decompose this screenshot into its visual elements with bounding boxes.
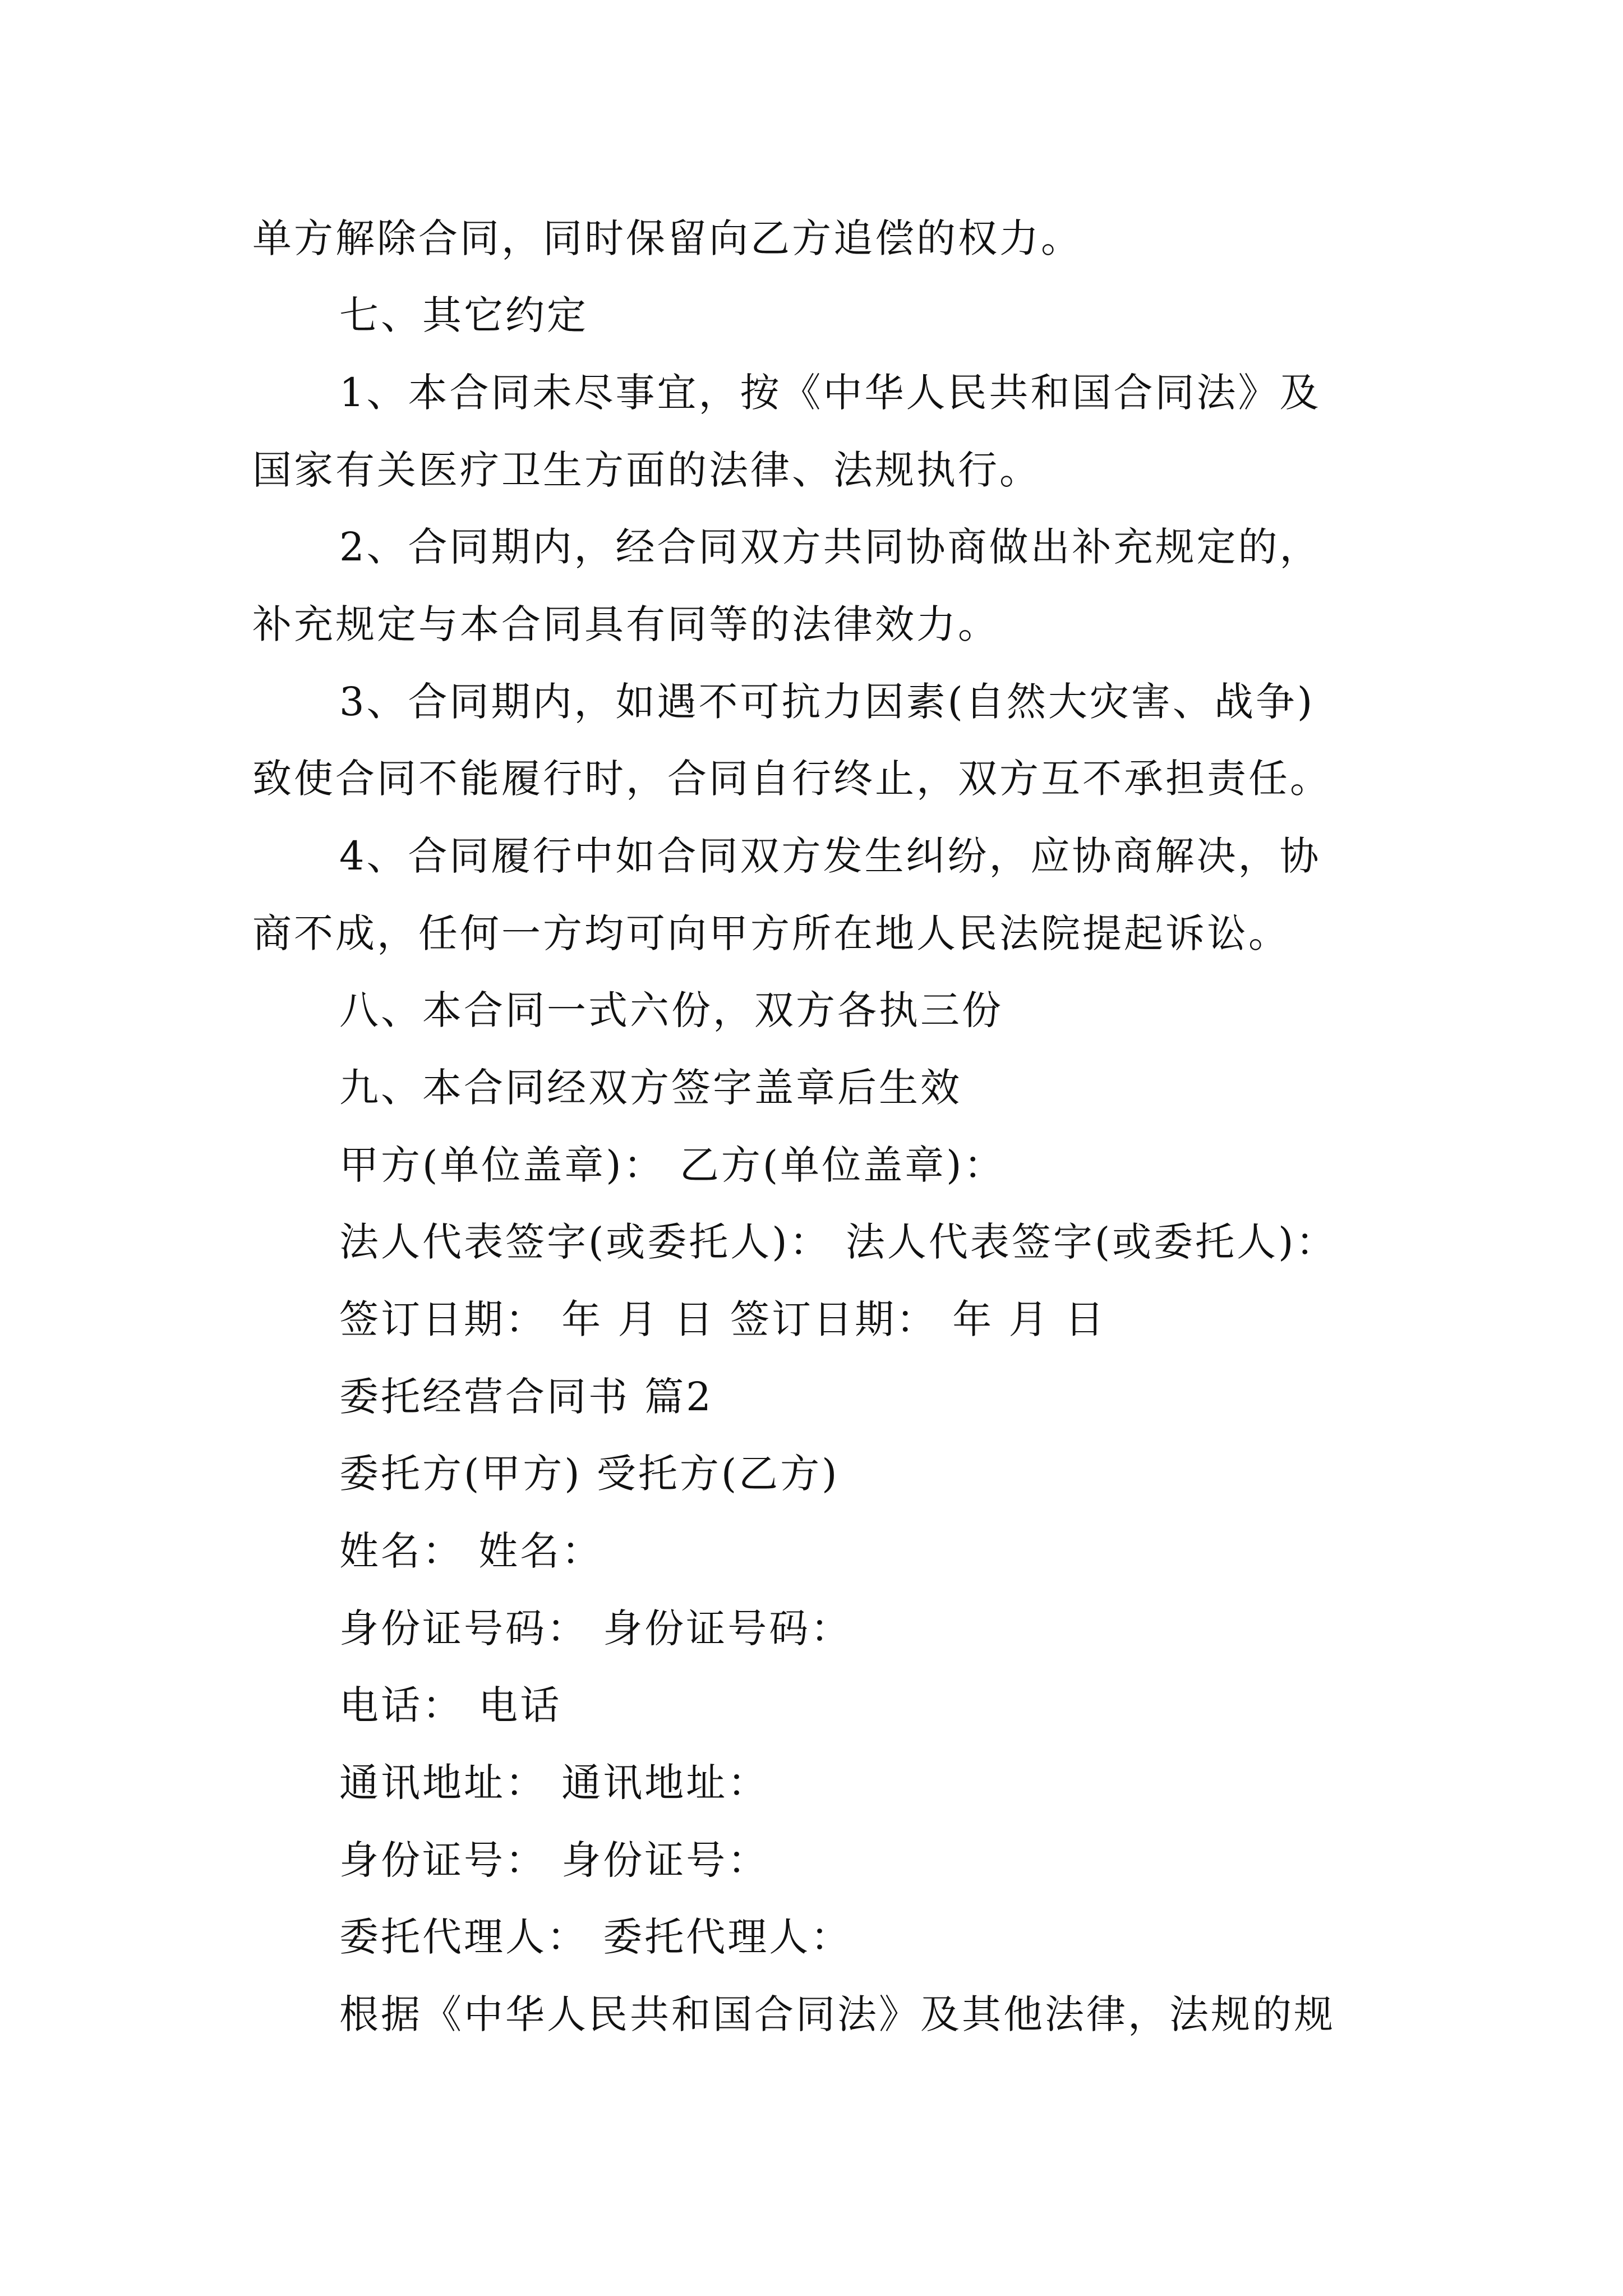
text-line-3: 1、本合同未尽事宜，按《中华人民共和国合同法》及	[339, 370, 1321, 416]
section-heading-9: 九、本合同经双方签字盖章后生效	[339, 1065, 962, 1111]
text-line-4: 国家有关医疗卫生方面的法律、法规执行。	[252, 447, 1041, 493]
text-line-9: 4、合同履行中如合同双方发生纠纷，应协商解决，协	[339, 833, 1321, 879]
agent-field-line: 委托代理人： 委托代理人：	[339, 1914, 852, 1960]
text-line-1: 单方解除合同，同时保留向乙方追偿的权力。	[252, 215, 1082, 261]
id-number-field-line: 身份证号码： 身份证号码：	[339, 1605, 852, 1651]
text-line-5: 2、合同期内，经合同双方共同协商做出补充规定的，	[339, 524, 1321, 570]
section-heading-7: 七、其它约定	[339, 292, 588, 338]
id-field-line: 身份证号： 身份证号：	[339, 1837, 769, 1883]
text-line-10: 商不成，任何一方均可向甲方所在地人民法院提起诉讼。	[252, 910, 1290, 956]
text-line-7: 3、合同期内，如遇不可抗力因素(自然大灾害、战争)	[339, 679, 1315, 725]
text-line-6: 补充规定与本合同具有同等的法律效力。	[252, 601, 999, 647]
name-field-line: 姓名： 姓名：	[339, 1528, 603, 1574]
signature-representative-line: 法人代表签字(或委托人)： 法人代表签字(或委托人)：	[339, 1219, 1338, 1265]
document-title-part-2: 委托经营合同书 篇2	[339, 1374, 713, 1420]
address-field-line: 通讯地址： 通讯地址：	[339, 1760, 769, 1806]
section-heading-8: 八、本合同一式六份，双方各执三份	[339, 987, 1003, 1033]
signature-date-line: 签订日期： 年 月 日 签订日期： 年 月 日	[339, 1296, 1106, 1342]
text-line-8: 致使合同不能履行时，合同自行终止，双方互不承担责任。	[252, 756, 1331, 802]
phone-field-line: 电话： 电话	[339, 1682, 562, 1728]
parties-heading: 委托方(甲方) 受托方(乙方)	[339, 1451, 840, 1497]
signature-party-line: 甲方(单位盖章)： 乙方(单位盖章)：	[339, 1142, 1006, 1188]
text-line-24: 根据《中华人民共和国合同法》及其他法律，法规的规	[339, 1991, 1335, 2037]
